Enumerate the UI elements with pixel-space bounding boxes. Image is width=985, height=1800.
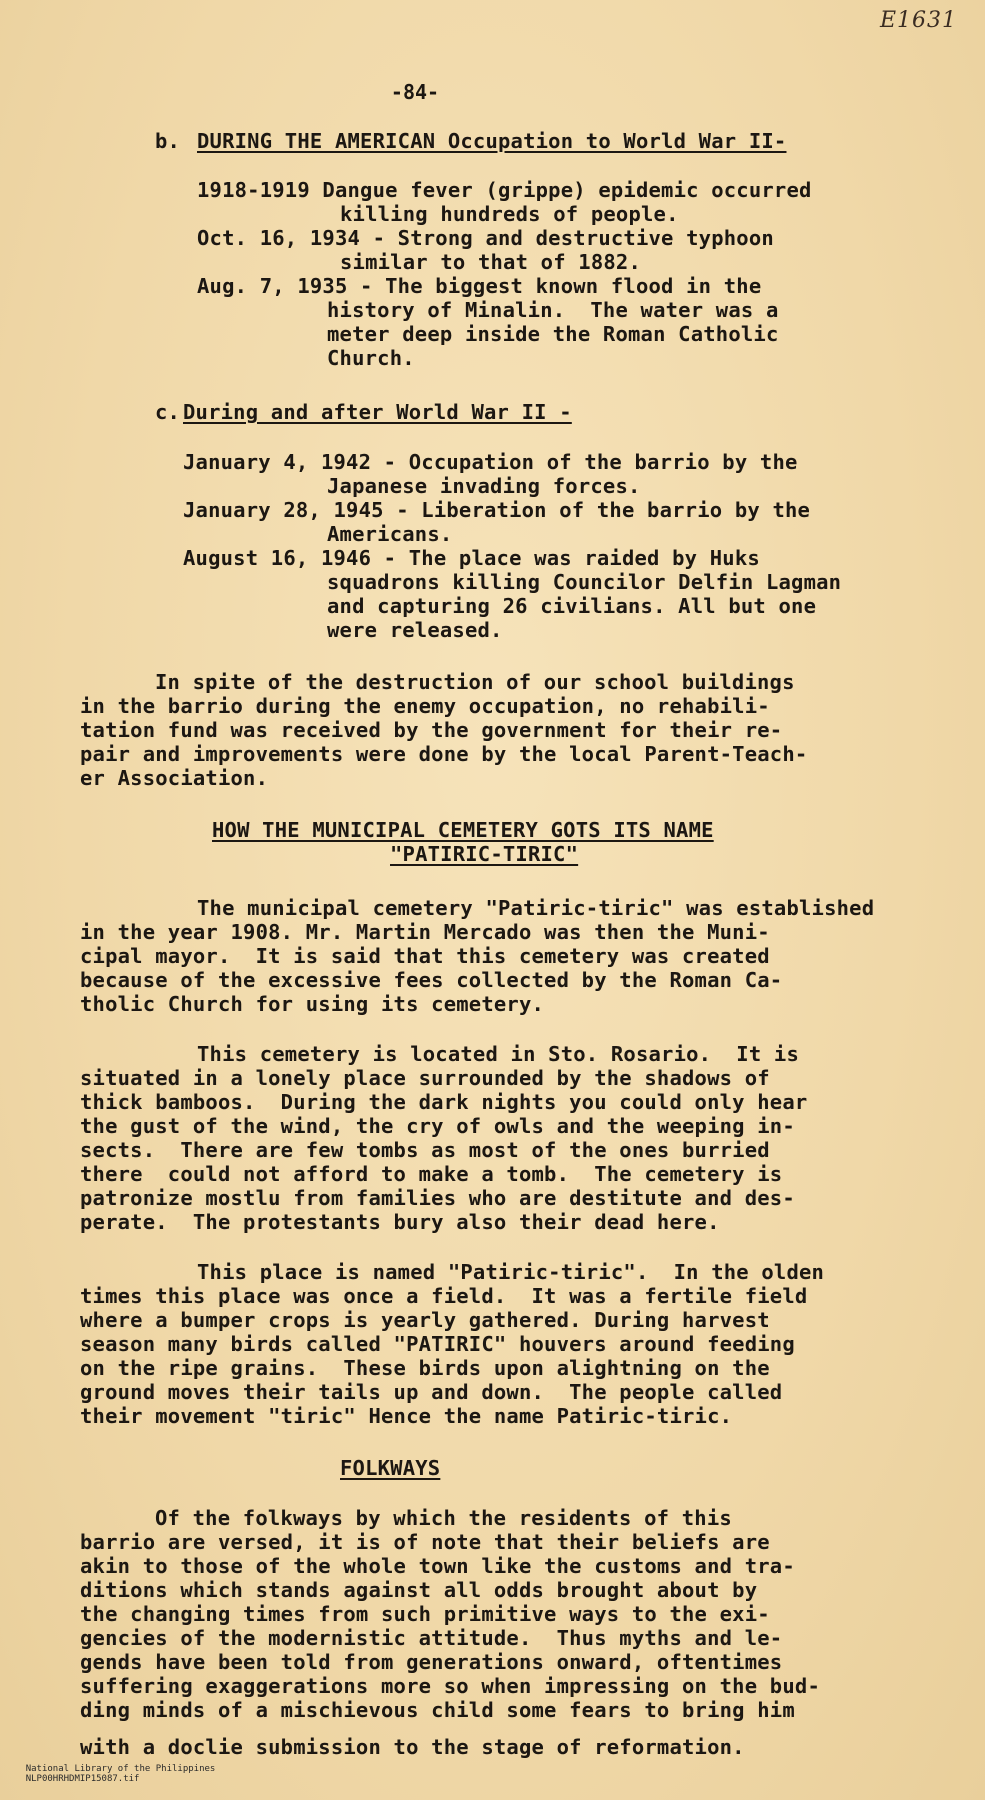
footer-library: National Library of the Philippines [25,1764,216,1774]
cemetery-p3-line3: where a bumper crops is yearly gathered. During harvest [80,1308,770,1332]
section-c-label: c. [155,400,181,424]
cemetery-heading-line2: "PATIRIC-TIRIC" [390,842,579,866]
cemetery-p3-line7: their movement "tiric" Hence the name Patiric-tiric. [80,1404,733,1428]
school-para-line4: pair and improvements were done by the local Parent-Teach- [80,742,808,766]
cemetery-p2-line7: patronize mostlu from families who are destitute and des- [80,1186,795,1210]
folkways-line5: the changing times from such primitive ways to the exi- [80,1602,770,1626]
footer-filename: NLP00HRHDMIP15087.tif [25,1774,140,1784]
cemetery-p2-line4: the gust of the wind, the cry of owls and the weeping in- [80,1114,795,1138]
cemetery-p1-line5: tholic Church for using its cemetery. [80,992,545,1016]
cemetery-p3-line4: season many birds called "PATIRIC" houvers around feeding [80,1332,795,1356]
entry-b3-line3: meter deep inside the Roman Catholic [327,322,779,346]
entry-b2-line2: similar to that of 1882. [340,250,642,274]
entry-c1-line1: January 4, 1942 - Occupation of the barrio by the [183,450,798,474]
cemetery-p1-line4: because of the excessive fees collected by the Roman Ca- [80,968,783,992]
cemetery-p2-line2: situated in a lonely place surrounded by the shadows of [80,1066,770,1090]
school-para-line5: er Association. [80,766,269,790]
entry-c3-line2: squadrons killing Councilor Delfin Lagman [327,570,842,594]
school-para-line1: In spite of the destruction of our school buildings [155,670,795,694]
entry-c2-line2: Americans. [327,522,453,546]
school-para-line3: tation fund was received by the government for their re- [80,718,783,742]
folkways-line8: suffering exaggerations more so when impressing on the bud- [80,1674,820,1698]
folkways-line10: with a doclie submission to the stage of reformation. [80,1735,745,1759]
cemetery-p2-line3: thick bamboos. During the dark nights you could only hear [80,1090,808,1114]
cemetery-p1-line1: The municipal cemetery "Patiric-tiric" was established [197,896,875,920]
folkways-line7: gends have been told from generations onward, oftentimes [80,1650,783,1674]
entry-b1-line1: 1918-1919 Dangue fever (grippe) epidemic occurred [197,178,812,202]
entry-c3-line3: and capturing 26 civilians. All but one [327,594,817,618]
folkways-line4: ditions which stands against all odds brought about by [80,1578,758,1602]
entry-c3-line4: were released. [327,618,503,642]
cemetery-p2-line6: there could not afford to make a tomb. The cemetery is [80,1162,783,1186]
section-b-heading: DURING THE AMERICAN Occupation to World War II- [197,129,787,153]
entry-b3-line2: history of Minalin. The water was a [327,298,779,322]
entry-b3-line1: Aug. 7, 1935 - The biggest known flood in the [197,274,762,298]
cemetery-p3-line6: ground moves their tails up and down. The people called [80,1380,783,1404]
entry-c2-line1: January 28, 1945 - Liberation of the barrio by the [183,498,811,522]
entry-b3-line4: Church. [327,346,415,370]
cemetery-p3-line2: times this place was once a field. It was a fertile field [80,1284,808,1308]
entry-c3-line1: August 16, 1946 - The place was raided by Huks [183,546,760,570]
folkways-line9: ding minds of a mischievous child some fears to bring him [80,1698,795,1722]
folkways-heading: FOLKWAYS [340,1456,441,1480]
cemetery-p2-line8: perate. The protestants bury also their dead here. [80,1210,720,1234]
cemetery-p1-line3: cipal mayor. It is said that this cemetery was created [80,944,770,968]
cemetery-heading-line1: HOW THE MUNICIPAL CEMETERY GOTS ITS NAME [212,818,714,842]
cemetery-p3-line5: on the ripe grains. These birds upon alightning on the [80,1356,770,1380]
entry-b2-line1: Oct. 16, 1934 - Strong and destructive typhoon [197,226,774,250]
cemetery-p1-line2: in the year 1908. Mr. Martin Mercado was then the Muni- [80,920,770,944]
entry-c1-line2: Japanese invading forces. [327,474,641,498]
cemetery-p3-line1: This place is named "Patiric-tiric". In the olden [197,1260,825,1284]
school-para-line2: in the barrio during the enemy occupation, no rehabili- [80,694,770,718]
footer-credit [4,1754,245,1794]
entry-b1-line2: killing hundreds of people. [340,202,679,226]
folkways-line2: barrio are versed, it is of note that their beliefs are [80,1530,770,1554]
folkways-line1: Of the folkways by which the residents of this [155,1506,732,1530]
folkways-line6: gencies of the modernistic attitude. Thus myths and le- [80,1626,783,1650]
handwritten-note: E1631 [879,8,957,33]
section-c-heading: During and after World War II - [183,400,572,424]
folkways-line3: akin to those of the whole town like the customs and tra- [80,1554,795,1578]
section-b-label: b. [155,129,181,153]
page-number: -84- [390,80,440,104]
cemetery-p2-line1: This cemetery is located in Sto. Rosario. It is [197,1042,800,1066]
cemetery-p2-line5: sects. There are few tombs as most of the ones burried [80,1138,770,1162]
